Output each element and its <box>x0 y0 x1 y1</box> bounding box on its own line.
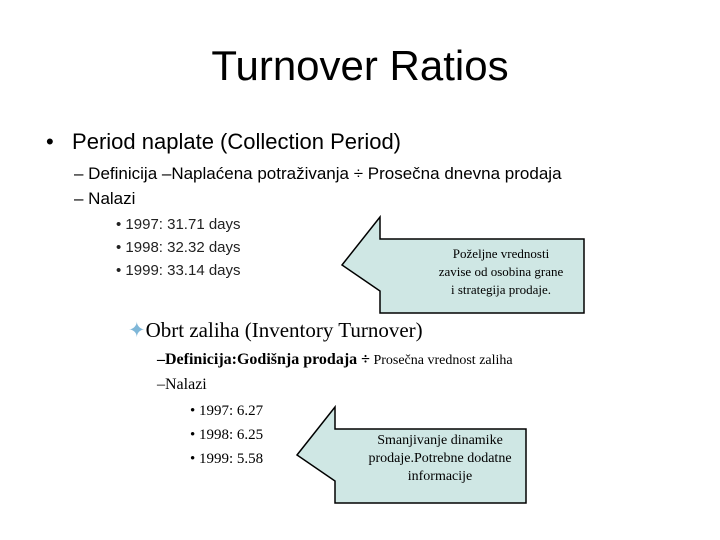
section2-definition <box>157 351 513 369</box>
callout2-line: informacije <box>407 469 473 484</box>
section1-findings-label: – Nalazi <box>74 189 136 208</box>
callout2-line: prodaje.Potrebne dodatne <box>368 451 512 466</box>
section2-definition-bold: –Definicija:Godišnja prodaja ÷ <box>157 351 370 368</box>
section2-heading: Obrt zaliha (Inventory Turnover) <box>145 318 423 342</box>
section1-definition: – Definicija –Naplaćena potraživanja ÷ Prosečna dnevna prodaja <box>74 164 562 183</box>
section2-findings-label: –Nalazi <box>157 376 207 393</box>
callout1-line: Poželjne vrednosti <box>452 246 550 261</box>
section2-year-item: • 1998: 6.25 <box>190 427 264 443</box>
callout-text-2 <box>354 432 526 486</box>
callout2-line: Smanjivanje dinamike <box>377 433 503 448</box>
section2-heading-line <box>128 318 423 343</box>
callout1-line: zavise od osobina grane <box>438 264 564 279</box>
section1-year-item: • 1999: 33.14 days <box>116 262 241 279</box>
section1-heading: Period naplate (Collection Period) <box>72 129 402 154</box>
section1-year-item: • 1998: 32.32 days <box>116 239 241 256</box>
bullet-dot: • <box>46 129 54 154</box>
diamond-bullet-icon: ✦ <box>128 318 146 342</box>
section2-year-item: • 1999: 5.58 <box>190 451 264 467</box>
slide-title: Turnover Ratios <box>211 42 509 89</box>
section1-year-item: • 1997: 31.71 days <box>116 216 241 233</box>
callout1-line: i strategija prodaje. <box>451 282 551 297</box>
section2-year-item: • 1997: 6.27 <box>190 403 264 419</box>
section2-definition-rest: Prosečna vrednost zaliha <box>369 353 513 368</box>
callout-text-1 <box>418 245 584 299</box>
section1-heading-line <box>46 129 401 155</box>
